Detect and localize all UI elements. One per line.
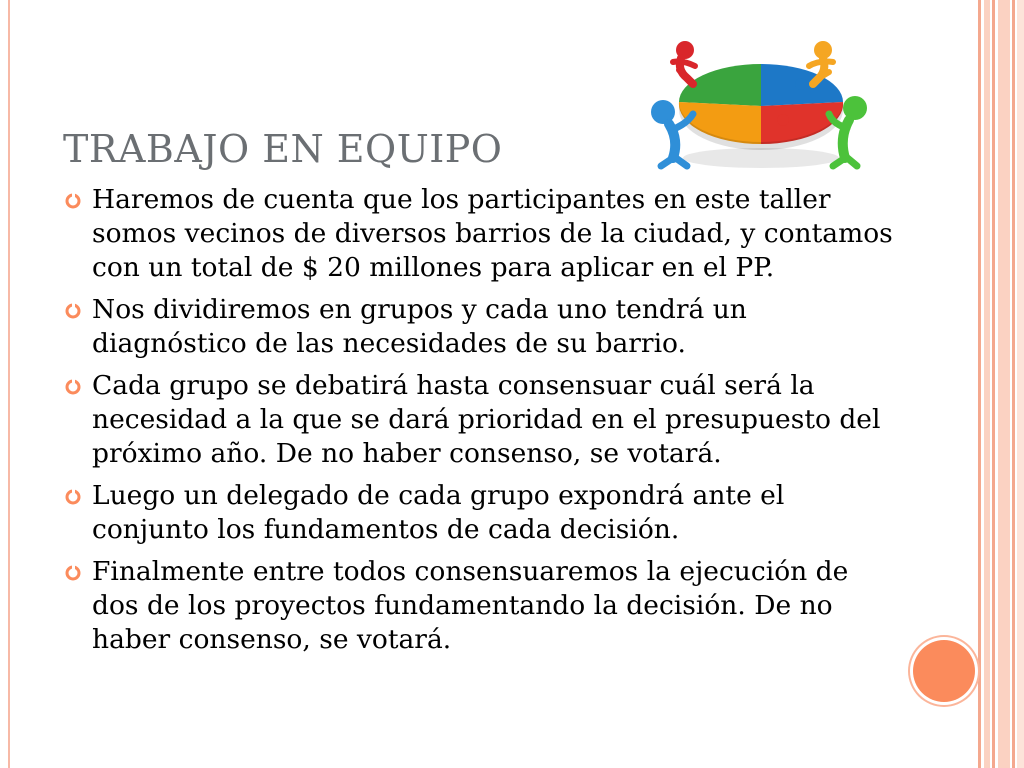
list-item bbox=[63, 183, 893, 285]
right-border-stripe bbox=[1017, 0, 1024, 768]
right-border-stripe bbox=[998, 0, 1010, 768]
slide-title: TRABAJO EN EQUIPO bbox=[63, 127, 503, 171]
bullet-text: Finalmente entre todos consensuaremos la ejecución de dos de los proyectos fundamentando la decisión. De no haber consenso, se votará. bbox=[92, 556, 849, 655]
right-border-stripe bbox=[1012, 0, 1015, 768]
bullet-list bbox=[63, 183, 893, 665]
list-item bbox=[63, 555, 893, 657]
bullet-ring-icon bbox=[65, 565, 81, 581]
decorative-orange-circle bbox=[913, 640, 975, 702]
left-border-line bbox=[8, 0, 10, 768]
bullet-ring-icon bbox=[65, 303, 81, 319]
right-border-stripe bbox=[984, 0, 990, 768]
right-border-stripe bbox=[992, 0, 995, 768]
list-item bbox=[63, 293, 893, 361]
bullet-text: Nos dividiremos en grupos y cada uno tendrá un diagnóstico de las necesidades de su barrio. bbox=[92, 294, 747, 359]
list-item bbox=[63, 479, 893, 547]
bullet-text: Haremos de cuenta que los participantes en este taller somos vecinos de diversos barrios de la ciudad, y contamos con un total de $ 20 millones para aplicar en el PP. bbox=[92, 184, 893, 283]
bullet-text: Cada grupo se debatirá hasta consensuar cuál será la necesidad a la que se dará prioridad en el presupuesto del próximo año. De no haber consenso, se votará. bbox=[92, 370, 881, 469]
bullet-ring-icon bbox=[65, 379, 81, 395]
team-puzzle-icon bbox=[643, 40, 878, 175]
list-item bbox=[63, 369, 893, 471]
bullet-ring-icon bbox=[65, 489, 81, 505]
red-figure bbox=[673, 41, 695, 84]
bullet-text: Luego un delegado de cada grupo expondrá ante el conjunto los fundamentos de cada decisión. bbox=[92, 480, 785, 545]
bullet-ring-icon bbox=[65, 193, 81, 209]
right-border-stripe bbox=[978, 0, 981, 768]
